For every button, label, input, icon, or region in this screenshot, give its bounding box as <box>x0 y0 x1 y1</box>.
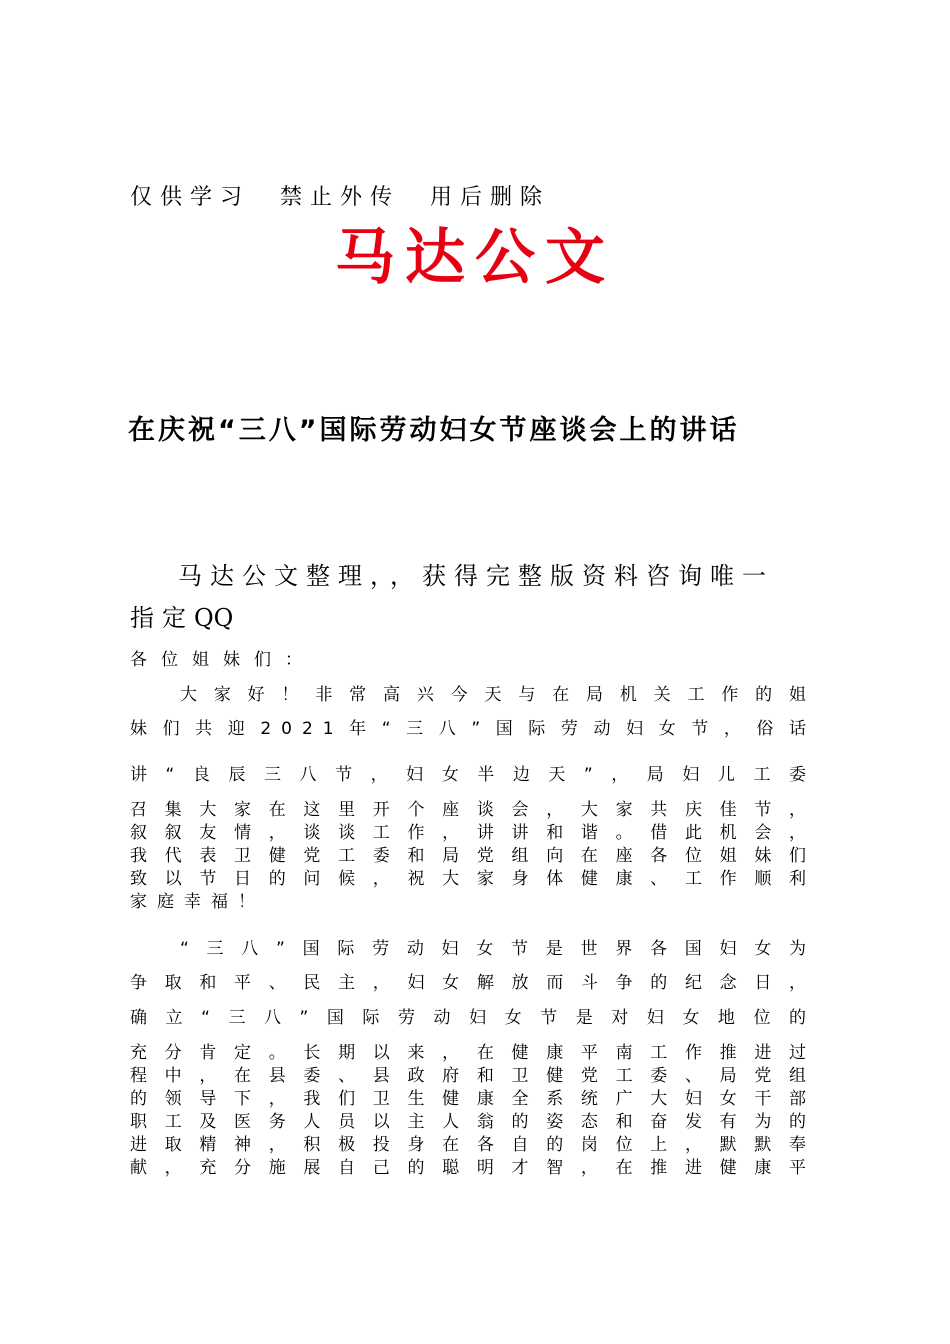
paragraph2-line: 确立“三八”国际劳动妇女节是对妇女地位的 <box>130 1008 816 1028</box>
paragraph1-line: 大家好！非常高兴今天与在局机关工作的姐 <box>180 685 816 705</box>
intro-qq: QQ <box>194 604 234 632</box>
paragraph2-line: 充分肯定。长期以来，在健康平南工作推进过 <box>130 1043 816 1063</box>
paragraph2-line: “三八”国际劳动妇女节是世界各国妇女为 <box>180 939 816 959</box>
intro-line-1: 马达公文整理，，获得完整版资料咨询唯一 <box>178 562 774 590</box>
paragraph2-line: 进取精神，积极投身在各自的岗位上，默默奉 <box>130 1135 816 1155</box>
usage-notice: 仅供学习 禁止外传 用后删除 <box>130 185 550 210</box>
paragraph1-line: 召集大家在这里开个座谈会，大家共庆佳节， <box>130 800 816 820</box>
paragraph2-line: 争取和平、民主，妇女解放而斗争的纪念日， <box>130 973 816 993</box>
salutation: 各位姐妹们： <box>130 650 316 670</box>
paragraph2-line: 的领导下，我们卫生健康全系统广大妇女干部 <box>130 1089 816 1109</box>
paragraph1-line: 妹们共迎2021年“三八”国际劳动妇女节，俗话 <box>130 719 816 739</box>
paragraph1-line-last: 家庭幸福！ <box>130 892 265 912</box>
paragraph2-line: 职工及医务人员以主人翁的姿态和奋发有为的 <box>130 1112 816 1132</box>
intro-paragraph <box>130 555 825 639</box>
brand-title: 马达公文 <box>335 223 615 293</box>
paragraph1-line: 我代表卫健党工委和局党组向在座各位姐妹们 <box>130 846 816 866</box>
document-title: 在庆祝“三八”国际劳动妇女节座谈会上的讲话 <box>128 415 740 446</box>
paragraph1-line: 讲“良辰三八节，妇女半边天”，局妇儿工委 <box>130 765 816 785</box>
paragraph2-line: 献，充分施展自己的聪明才智，在推进健康平 <box>130 1158 816 1178</box>
paragraph2-line: 程中，在县委、县政府和卫健党工委、局党组 <box>130 1066 816 1086</box>
intro-line-2: 指定 <box>130 604 194 632</box>
paragraph1-line: 致以节日的问候，祝大家身体健康、工作顺利 <box>130 869 816 889</box>
paragraph1-line: 叙叙友情，谈谈工作，讲讲和谐。借此机会， <box>130 823 816 843</box>
